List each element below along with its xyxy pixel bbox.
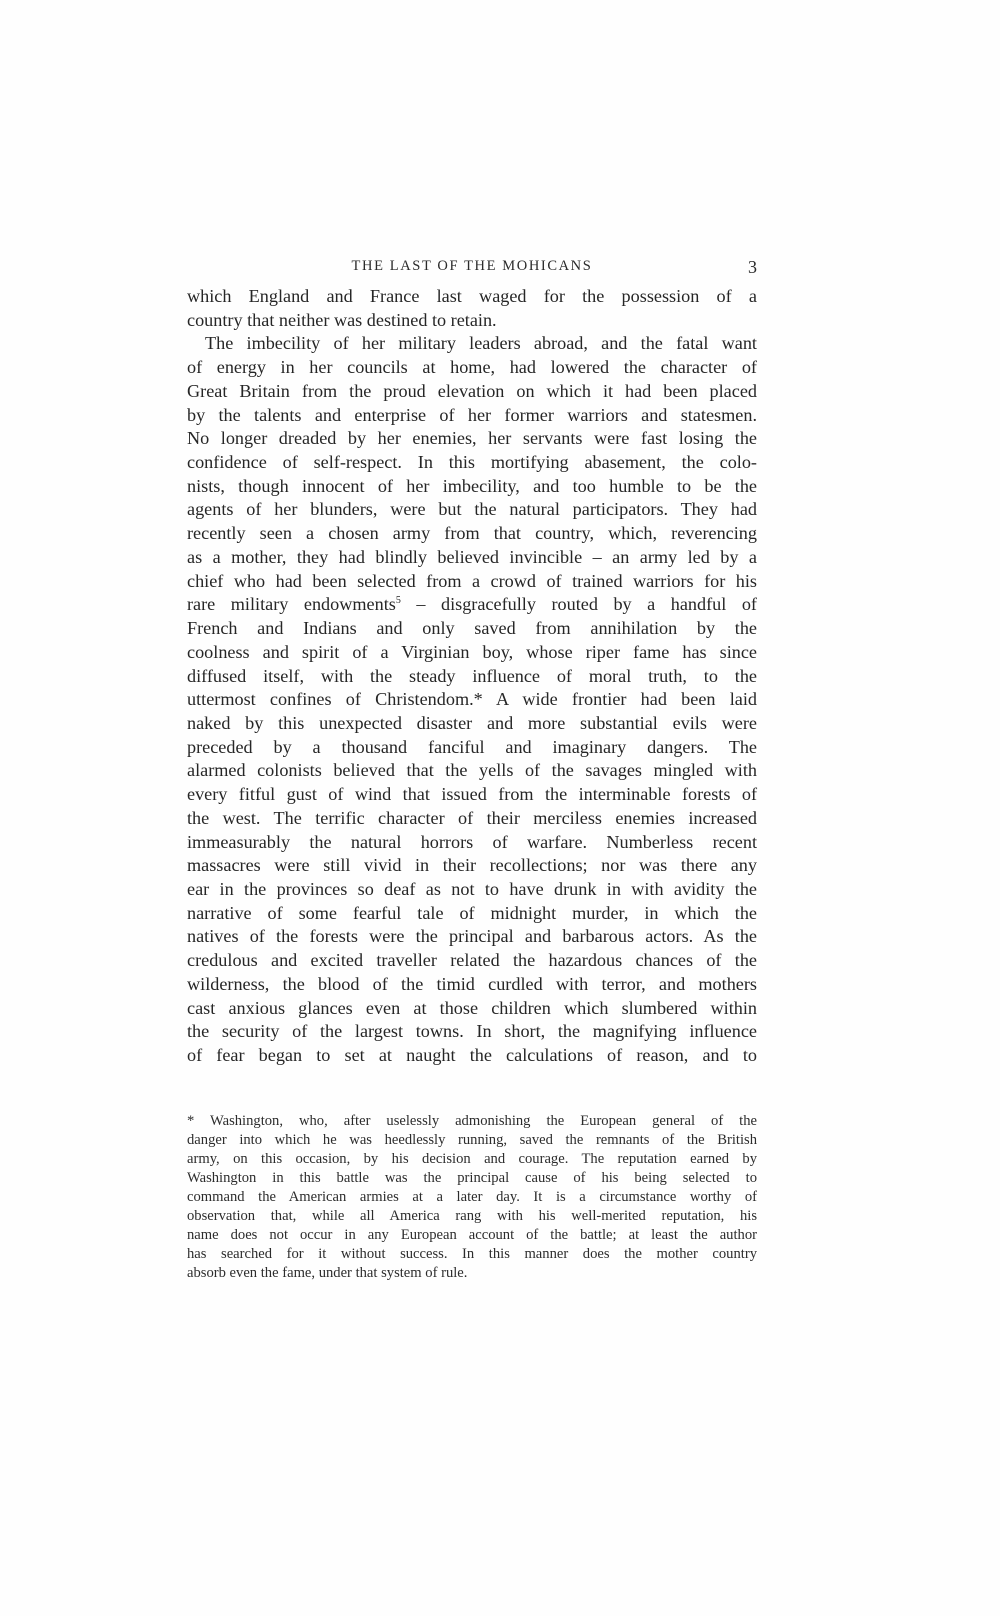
body-line-with-note: [187, 593, 757, 617]
body-line: of fear began to set at naught the calculations of reason, and to: [187, 1045, 757, 1065]
body-line: chief who had been selected from a crowd of trained warriors for his: [187, 570, 757, 591]
footnote-line: danger into which he was heedlessly running, saved the remnants of the British: [187, 1132, 757, 1149]
body-line: massacres were still vivid in their recollections; nor was there any: [187, 855, 757, 876]
footnote-line: command the American armies at a later day. It is a circumstance worthy of: [187, 1189, 757, 1206]
running-head: [187, 257, 757, 277]
body-line: French and Indians and only saved from annihilation by the: [187, 618, 757, 639]
body-line: No longer dreaded by her enemies, her servants were fast losing the: [187, 428, 757, 449]
body-line: ear in the provinces so deaf as not to have drunk in with avidity the: [187, 878, 757, 899]
body-line: naked by this unexpected disaster and more substantial evils were: [187, 712, 757, 733]
page-number: 3: [748, 257, 757, 277]
footnote-line: name does not occur in any European account of the battle; at least the author: [187, 1227, 757, 1244]
body-text: [187, 285, 757, 1068]
body-line: credulous and excited traveller related the hazardous chances of the: [187, 950, 757, 971]
body-line: agents of her blunders, were but the natural participators. They had: [187, 499, 757, 520]
body-line: The imbecility of her military leaders abroad, and the fatal want: [205, 333, 757, 354]
body-line: coolness and spirit of a Virginian boy, whose riper fame has since: [187, 641, 757, 662]
body-line: as a mother, they had blindly believed invincible – an army led by a: [187, 546, 757, 567]
body-line: wilderness, the blood of the timid curdled with terror, and mothers: [187, 973, 757, 994]
body-line: every fitful gust of wind that issued from the interminable forests of: [187, 784, 757, 805]
body-line-start: rare military endowments: [187, 594, 396, 615]
body-line: recently seen a chosen army from that country, which, reverencing: [187, 523, 757, 544]
endnote-marker[interactable]: 5: [395, 595, 401, 607]
footnote-line: army, on this occasion, by his decision and courage. The reputation earned by: [187, 1151, 757, 1168]
body-line: natives of the forests were the principal and barbarous actors. As the: [187, 926, 757, 947]
footnote-line: * Washington, who, after uselessly admonishing the European general of the: [187, 1113, 757, 1129]
body-line: narrative of some fearful tale of midnight murder, in which the: [187, 902, 757, 923]
body-line: confidence of self-respect. In this mortifying abasement, the colo-: [187, 452, 757, 473]
body-line: by the talents and enterprise of her former warriors and statesmen.: [187, 404, 757, 425]
running-title: THE LAST OF THE MOHICANS: [351, 258, 593, 274]
body-line: country that neither was destined to retain.: [187, 309, 497, 330]
footnote-line: absorb even the fame, under that system of rule.: [187, 1265, 468, 1282]
body-line: uttermost confines of Christendom.* A wide frontier had been laid: [187, 689, 757, 710]
body-line: nists, though innocent of her imbecility, and too humble to be the: [187, 475, 757, 496]
body-line-rest: – disgracefully routed by a handful of: [400, 594, 757, 615]
body-line: which England and France last waged for the possession of a: [187, 286, 757, 306]
body-line: the west. The terrific character of their merciless enemies increased: [187, 807, 757, 828]
body-line: diffused itself, with the steady influence of moral truth, to the: [187, 665, 757, 686]
footnote: [187, 1112, 757, 1283]
body-line: the security of the largest towns. In short, the magnifying influence: [187, 1021, 757, 1042]
body-line: immeasurably the natural horrors of warfare. Numberless recent: [187, 831, 757, 852]
body-line: Great Britain from the proud elevation on which it had been placed: [187, 380, 757, 401]
footnote-line: observation that, while all America rang with his well-merited reputation, his: [187, 1208, 757, 1225]
body-line: cast anxious glances even at those children which slumbered within: [187, 997, 757, 1018]
footnote-line: Washington in this battle was the principal cause of his being selected to: [187, 1170, 757, 1187]
body-line: preceded by a thousand fanciful and imaginary dangers. The: [187, 736, 757, 757]
body-line: of energy in her councils at home, had lowered the character of: [187, 357, 757, 378]
footnote-line: has searched for it without success. In this manner does the mother country: [187, 1246, 757, 1263]
body-line: alarmed colonists believed that the yells of the savages mingled with: [187, 760, 757, 781]
